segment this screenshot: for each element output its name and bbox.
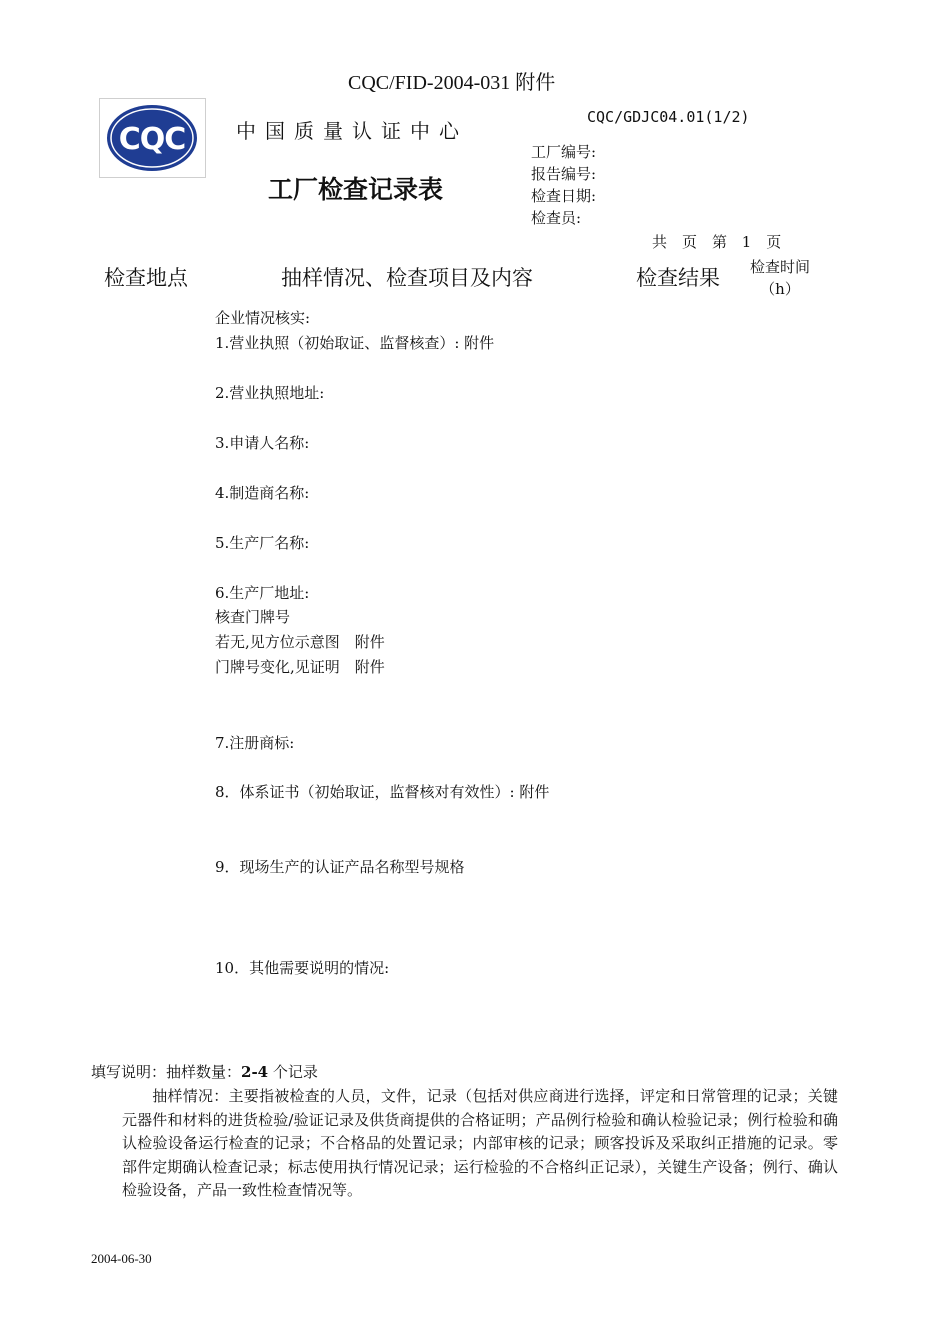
item-location-map: 若无,见方位示意图 附件 — [215, 633, 385, 651]
column-header-location: 检查地点 — [104, 266, 188, 290]
item-license-address: 2.营业执照地址: — [215, 384, 325, 402]
organization-name: 中国质量认证中心 — [236, 119, 468, 143]
page-count: 共 页 第 1 页 — [652, 233, 782, 251]
item-factory-name: 5.生产厂名称: — [215, 534, 310, 552]
report-number-label: 报告编号: — [531, 165, 597, 183]
instructions-title — [91, 1061, 318, 1082]
item-factory-address: 6.生产厂地址: — [215, 584, 310, 602]
column-header-time: 检查时间（h） — [749, 258, 810, 298]
logo-text: CQC — [118, 122, 186, 157]
inspection-date-label: 检查日期: — [531, 187, 597, 205]
instructions-title-suffix: 个记录 — [268, 1063, 318, 1081]
footer-date: 2004-06-30 — [91, 1251, 152, 1266]
factory-number-label: 工厂编号: — [531, 143, 597, 161]
document-reference: CQC/FID-2004-031 附件 — [348, 72, 556, 94]
sample-count: 2-4 — [241, 1063, 269, 1081]
item-door-number-change: 门牌号变化,见证明 附件 — [215, 658, 385, 676]
item-trademark: 7.注册商标: — [215, 734, 295, 752]
item-other-notes: 10．其他需要说明的情况: — [215, 959, 390, 977]
item-system-certificate: 8．体系证书（初始取证，监督核对有效性）: 附件 — [215, 783, 550, 801]
item-business-license: 1.营业执照（初始取证、监督核查）: 附件 — [215, 334, 495, 352]
cqc-logo — [99, 98, 206, 178]
column-header-result: 检查结果 — [636, 266, 720, 290]
inspector-label: 检查员: — [531, 209, 582, 227]
item-product-model: 9．现场生产的认证产品名称型号规格 — [215, 858, 465, 876]
item-verification-heading: 企业情况核实: — [215, 309, 311, 327]
item-applicant-name: 3.申请人名称: — [215, 434, 310, 452]
form-code: CQC/GDJC04.01(1/2) — [587, 108, 750, 126]
form-title: 工厂检查记录表 — [268, 175, 444, 204]
cqc-logo-icon — [100, 99, 205, 177]
instructions-text: 抽样情况：主要指被检查的人员，文件，记录（包括对供应商进行选择，评定和日常管理的记录；关键元器件和材料的进货检验/验证记录及供货商提供的合格证明；产品例行检验和确认检验记录；例行检验和确认检验设备运行检查的记录；不合格品的处置记录；内部审核的记录；顾客投诉及采取纠正措施的记录。零部件定期确认检查记录；标志使用执行情况记录；运行检验的不合格纠正记录），关键生产设备；例行、确认检验设备，产品一致性检查情况等。 — [122, 1087, 838, 1199]
column-header-content: 抽样情况、检查项目及内容 — [281, 266, 533, 290]
instructions-title-prefix: 填写说明：抽样数量： — [91, 1063, 242, 1081]
item-door-number: 核查门牌号 — [215, 608, 291, 626]
item-manufacturer-name: 4.制造商名称: — [215, 484, 310, 502]
instructions-body — [122, 1085, 838, 1203]
